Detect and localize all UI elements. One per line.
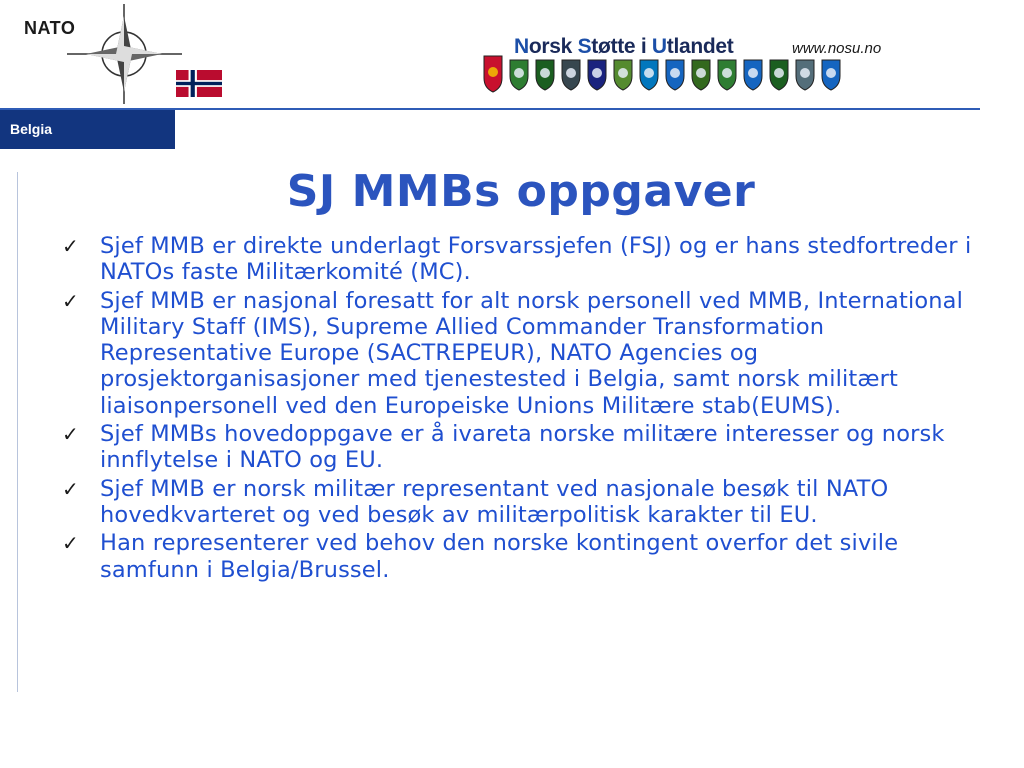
- list-item: ✓ Han representerer ved behov den norske kontingent overfor det sivile samfunn i Belgia/Brussel.: [62, 530, 899, 583]
- unit-badges: [482, 54, 842, 94]
- unit-badge-icon: [768, 54, 790, 94]
- nato-logo: [10, 4, 220, 104]
- tab-label: Belgia: [10, 121, 53, 137]
- unit-badge-icon: [690, 54, 712, 94]
- checkmark-icon: ✓: [62, 476, 79, 501]
- list-item: ✓ Sjef MMBs hovedoppgave er å ivareta norske militære interesser og norsk innflytelse i NATO og EU.: [62, 421, 945, 474]
- list-item: ✓ Sjef MMB er norsk militær representant ved nasjonale besøk til NATO hovedkvarteret og ved besøk av militærpolitisk karakter til EU.: [62, 475, 889, 528]
- unit-badge-icon: [664, 54, 686, 94]
- unit-badge-icon: [560, 54, 582, 94]
- checkmark-icon: ✓: [62, 422, 79, 447]
- unit-badge-icon: [482, 54, 504, 94]
- nato-compass-star-icon: [62, 4, 192, 104]
- nosu-title: Norsk Støtte i Utlandet: [514, 35, 734, 58]
- norway-flag-icon: [176, 70, 222, 97]
- list-item: ✓ Sjef MMB er nasjonal foresatt for alt norsk personell ved MMB, International Military Staff (IMS), Supreme Allied Commander Transformation Representative Europe (SACTREPEUR), NATO Agencies og prosjektorganisasjoner med tjenestested i Belgia, samt norsk militært liaisonpersonell ved den Europeiske Unions Militære stab(EUMS).: [62, 287, 964, 419]
- unit-badge-icon: [794, 54, 816, 94]
- unit-badge-icon: [638, 54, 660, 94]
- tab-belgia[interactable]: [0, 110, 175, 149]
- nato-label: NATO: [24, 18, 76, 38]
- bullet-list: [60, 233, 985, 585]
- side-divider: [17, 172, 18, 692]
- checkmark-icon: ✓: [62, 234, 79, 258]
- unit-badge-icon: [716, 54, 738, 94]
- checkmark-icon: ✓: [62, 288, 79, 313]
- unit-badge-icon: [612, 54, 634, 94]
- slide-title: SJ MMBs oppgaver: [286, 166, 756, 217]
- unit-badge-icon: [508, 54, 530, 94]
- nosu-url: www.nosu.no: [792, 40, 882, 57]
- list-item: ✓ Sjef MMB er direkte underlagt Forsvarssjefen (FSJ) og er hans stedfortreder i NATOs faste Militærkomité (MC).: [62, 233, 972, 286]
- unit-badge-icon: [820, 54, 842, 94]
- unit-badge-icon: [586, 54, 608, 94]
- unit-badge-icon: [742, 54, 764, 94]
- unit-badge-icon: [534, 54, 556, 94]
- checkmark-icon: ✓: [62, 531, 79, 556]
